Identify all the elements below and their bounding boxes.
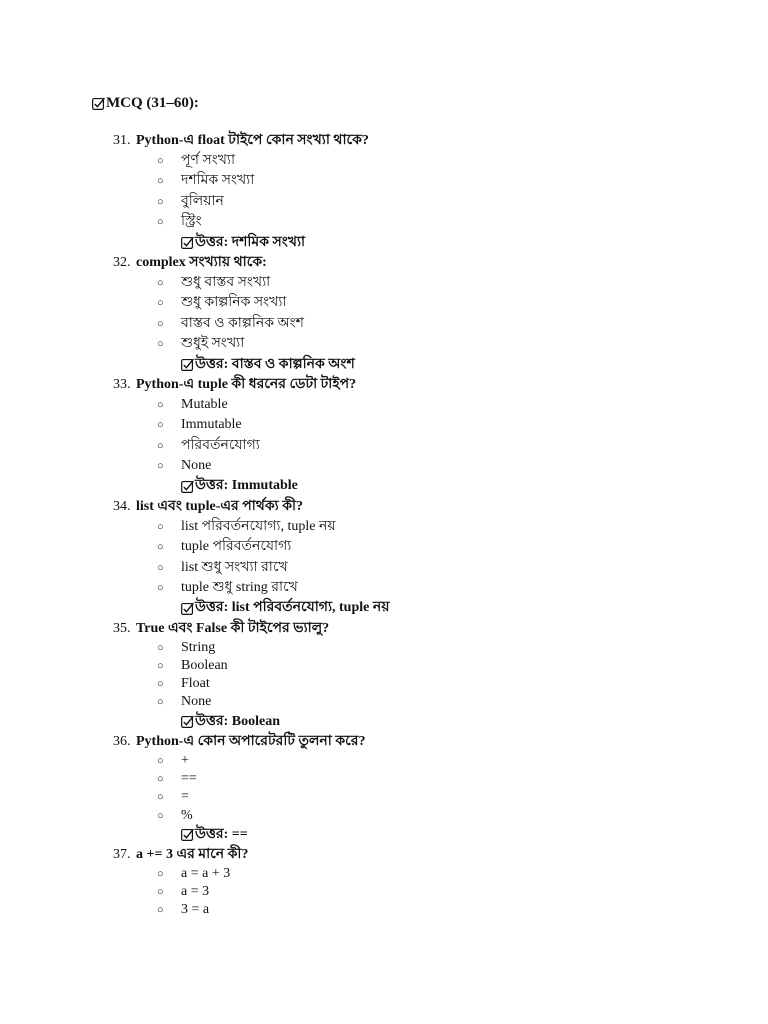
option-text: None [181, 458, 212, 474]
option-item [0, 865, 768, 883]
option-text: স্ট্রিং [181, 214, 202, 230]
question-number: 36. [113, 733, 131, 749]
option-item [0, 639, 768, 657]
question-row [0, 253, 768, 273]
option-text: পরিবর্তনযোগ্য [181, 437, 260, 453]
circle-bullet-icon: ○ [157, 541, 164, 554]
answer-text: দশমিক সংখ্যা [231, 234, 306, 250]
circle-bullet-icon: ○ [157, 216, 164, 229]
option-text: Mutable [181, 396, 228, 412]
option-item [0, 273, 768, 293]
option-text: == [181, 771, 197, 787]
checkbox-check-icon [92, 97, 105, 110]
question-row [0, 375, 768, 395]
option-item [0, 314, 768, 334]
question-row [0, 619, 768, 639]
option-item [0, 657, 768, 675]
option-text: শুধুই সংখ্যা [181, 336, 245, 352]
circle-bullet-icon: ○ [157, 791, 164, 804]
mcq-list [0, 131, 768, 920]
circle-bullet-icon: ○ [157, 868, 164, 881]
option-text: None [181, 694, 212, 710]
option-item [0, 517, 768, 537]
checkbox-check-icon [181, 715, 194, 728]
option-text: a = a + 3 [181, 866, 231, 882]
question-text: Python-এ tuple কী ধরনের ডেটা টাইপ? [136, 376, 357, 392]
answer-prefix: উত্তর: [195, 234, 232, 250]
option-text: list শুধু সংখ্যা রাখে [181, 559, 288, 575]
answer-text: list পরিবর্তনযোগ্য, tuple নয় [231, 600, 390, 616]
option-text: Immutable [181, 417, 242, 433]
answer-text: Boolean [231, 713, 281, 729]
option-item [0, 693, 768, 711]
option-text: পূর্ণ সংখ্যা [181, 153, 236, 168]
checkbox-check-icon [181, 358, 194, 371]
circle-bullet-icon: ○ [157, 904, 164, 917]
circle-bullet-icon: ○ [157, 297, 164, 310]
checkbox-check-icon [181, 236, 194, 249]
answer-row [0, 355, 768, 375]
question-text: Python-এ float টাইপে কোন সংখ্যা থাকে? [136, 133, 369, 148]
circle-bullet-icon: ○ [157, 886, 164, 899]
option-item [0, 770, 768, 788]
answer-row [0, 825, 768, 845]
option-text: tuple পরিবর্তনযোগ্য [181, 539, 292, 555]
circle-bullet-icon: ○ [157, 317, 164, 330]
section-heading [92, 93, 199, 113]
question-text: list এবং tuple-এর পার্থক্য কী? [136, 498, 303, 514]
circle-bullet-icon: ○ [157, 678, 164, 691]
option-item [0, 436, 768, 456]
answer-row [0, 476, 768, 496]
circle-bullet-icon: ○ [157, 773, 164, 786]
option-text: + [181, 752, 189, 768]
question-number: 31. [113, 133, 131, 148]
circle-bullet-icon: ○ [157, 660, 164, 672]
question-row [0, 131, 768, 151]
option-text: list পরিবর্তনযোগ্য, tuple নয় [181, 518, 336, 534]
circle-bullet-icon: ○ [157, 195, 164, 208]
circle-bullet-icon: ○ [157, 809, 164, 822]
option-item [0, 334, 768, 354]
answer-prefix: উত্তর: [195, 600, 232, 616]
option-text: দশমিক সংখ্যা [181, 173, 255, 189]
circle-bullet-icon: ○ [157, 582, 164, 595]
checkbox-check-icon [181, 480, 194, 493]
option-item [0, 537, 768, 557]
option-text: String [181, 639, 216, 655]
option-text: শুধু কাল্পনিক সংখ্যা [181, 295, 287, 311]
answer-text: Immutable [231, 478, 298, 494]
question-text: Python-এ কোন অপারেটরটি তুলনা করে? [136, 733, 366, 749]
circle-bullet-icon: ○ [157, 520, 164, 533]
question-number: 34. [113, 498, 131, 514]
circle-bullet-icon: ○ [157, 439, 164, 452]
option-text: 3 = a [181, 902, 210, 918]
circle-bullet-icon: ○ [157, 460, 164, 473]
question-row [0, 732, 768, 752]
option-text: Float [181, 676, 210, 692]
option-item [0, 807, 768, 825]
option-item [0, 883, 768, 901]
circle-bullet-icon: ○ [157, 696, 164, 709]
option-item [0, 675, 768, 693]
option-text: Boolean [181, 658, 228, 673]
option-item [0, 752, 768, 770]
option-item [0, 212, 768, 232]
option-text: বুলিয়ান [181, 193, 224, 209]
option-item [0, 456, 768, 476]
answer-row [0, 598, 768, 618]
answer-text: বাস্তব ও কাল্পনিক অংশ [231, 356, 355, 372]
option-item [0, 415, 768, 435]
section-heading-text: MCQ (31–60): [106, 95, 199, 111]
circle-bullet-icon: ○ [157, 561, 164, 574]
circle-bullet-icon: ○ [157, 398, 164, 411]
answer-prefix: উত্তর: [195, 826, 232, 842]
option-text: a = 3 [181, 884, 210, 900]
option-text: শুধু বাস্তব সংখ্যা [181, 274, 271, 290]
option-item [0, 788, 768, 806]
question-row [0, 845, 768, 865]
question-number: 37. [113, 847, 131, 863]
question-text: a += 3 এর মানে কী? [136, 847, 249, 863]
option-item [0, 293, 768, 313]
question-number: 32. [113, 254, 131, 270]
option-item [0, 578, 768, 598]
circle-bullet-icon: ○ [157, 419, 164, 432]
checkbox-check-icon [181, 602, 194, 615]
option-text: % [181, 807, 193, 823]
option-item [0, 558, 768, 578]
question-text: True এবং False কী টাইপের ভ্যালু? [136, 620, 330, 636]
option-text: tuple শুধু string রাখে [181, 580, 298, 596]
circle-bullet-icon: ○ [157, 641, 164, 654]
question-row [0, 497, 768, 517]
option-text: বাস্তব ও কাল্পনিক অংশ [181, 315, 304, 331]
question-number: 35. [113, 620, 131, 636]
circle-bullet-icon: ○ [157, 175, 164, 188]
option-item [0, 151, 768, 171]
option-item [0, 192, 768, 212]
checkbox-check-icon [181, 828, 194, 841]
option-text: = [181, 789, 189, 805]
option-item [0, 901, 768, 919]
answer-prefix: উত্তর: [195, 713, 232, 729]
option-item [0, 395, 768, 415]
answer-text: == [231, 826, 248, 842]
question-text: complex সংখ্যায় থাকে: [136, 254, 267, 270]
circle-bullet-icon: ○ [157, 276, 164, 289]
circle-bullet-icon: ○ [157, 338, 164, 351]
circle-bullet-icon: ○ [157, 155, 164, 167]
answer-row [0, 233, 768, 253]
question-number: 33. [113, 376, 131, 392]
answer-prefix: উত্তর: [195, 356, 232, 372]
answer-row [0, 712, 768, 732]
option-item [0, 171, 768, 191]
circle-bullet-icon: ○ [157, 754, 164, 767]
answer-prefix: উত্তর: [195, 478, 232, 494]
